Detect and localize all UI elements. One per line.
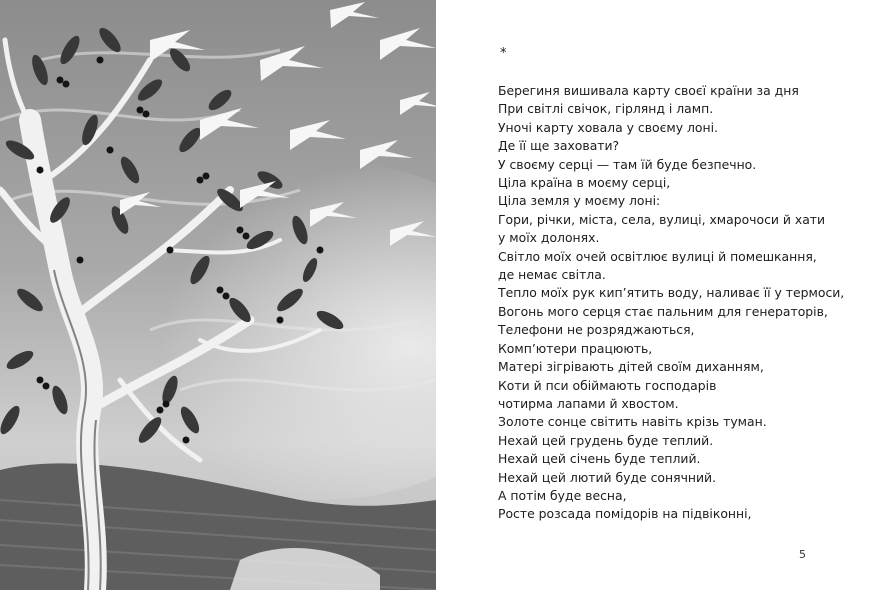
poem-line: Матері зігрівають дітей своїм диханням, (498, 359, 764, 375)
poem-line: Росте розсада помідорів на підвіконні, (498, 506, 752, 522)
poem-line: Золоте сонце світить навіть крізь туман. (498, 414, 767, 430)
poem-line: Світло моїх очей освітлює вулиці й помешкання, (498, 248, 817, 264)
poem-line: Ціла земля у моєму лоні: (498, 193, 661, 209)
poem-line: Коти й пси обіймають господарів (498, 377, 717, 393)
poem-line: Нехай цей грудень буде теплий. (498, 432, 714, 448)
poem-line: чотирма лапами й хвостом. (498, 395, 679, 411)
poem-line: Тепло моїх рук кип’ятить воду, наливає її у термоси, (498, 285, 845, 301)
page-number: 5 (799, 548, 806, 561)
poem-line: Телефони не розряджаються, (498, 322, 695, 338)
poem-line: Де її ще заховати? (498, 138, 620, 154)
poem-line: А потім буде весна, (498, 487, 627, 503)
poem-line: Комп’ютери працюють, (498, 340, 653, 356)
poem-line: Вогонь мого серця стає пальним для генераторів, (498, 303, 828, 319)
poem-line: Ціла країна в моєму серці, (498, 175, 671, 191)
section-mark: * (500, 46, 507, 61)
poem-line: Нехай цей лютий буде сонячний. (498, 469, 717, 485)
poem-line: При світлі свічок, гірлянд і ламп. (498, 101, 714, 117)
poem-line: Берегиня вишивала карту своєї країни за дня (498, 83, 799, 98)
poem-line: У своєму серці — там їй буде безпечно. (498, 156, 757, 172)
poem-line: де немає світла. (498, 267, 606, 283)
poem-line: Уночі карту ховала у своєму лоні. (498, 119, 718, 135)
poem-line: Гори, річки, міста, села, вулиці, хмарочоси й хати (498, 211, 826, 227)
poem-text (498, 82, 845, 524)
poem-line: Нехай цей січень буде теплий. (498, 451, 701, 467)
poem-line: у моїх долонях. (498, 230, 600, 246)
